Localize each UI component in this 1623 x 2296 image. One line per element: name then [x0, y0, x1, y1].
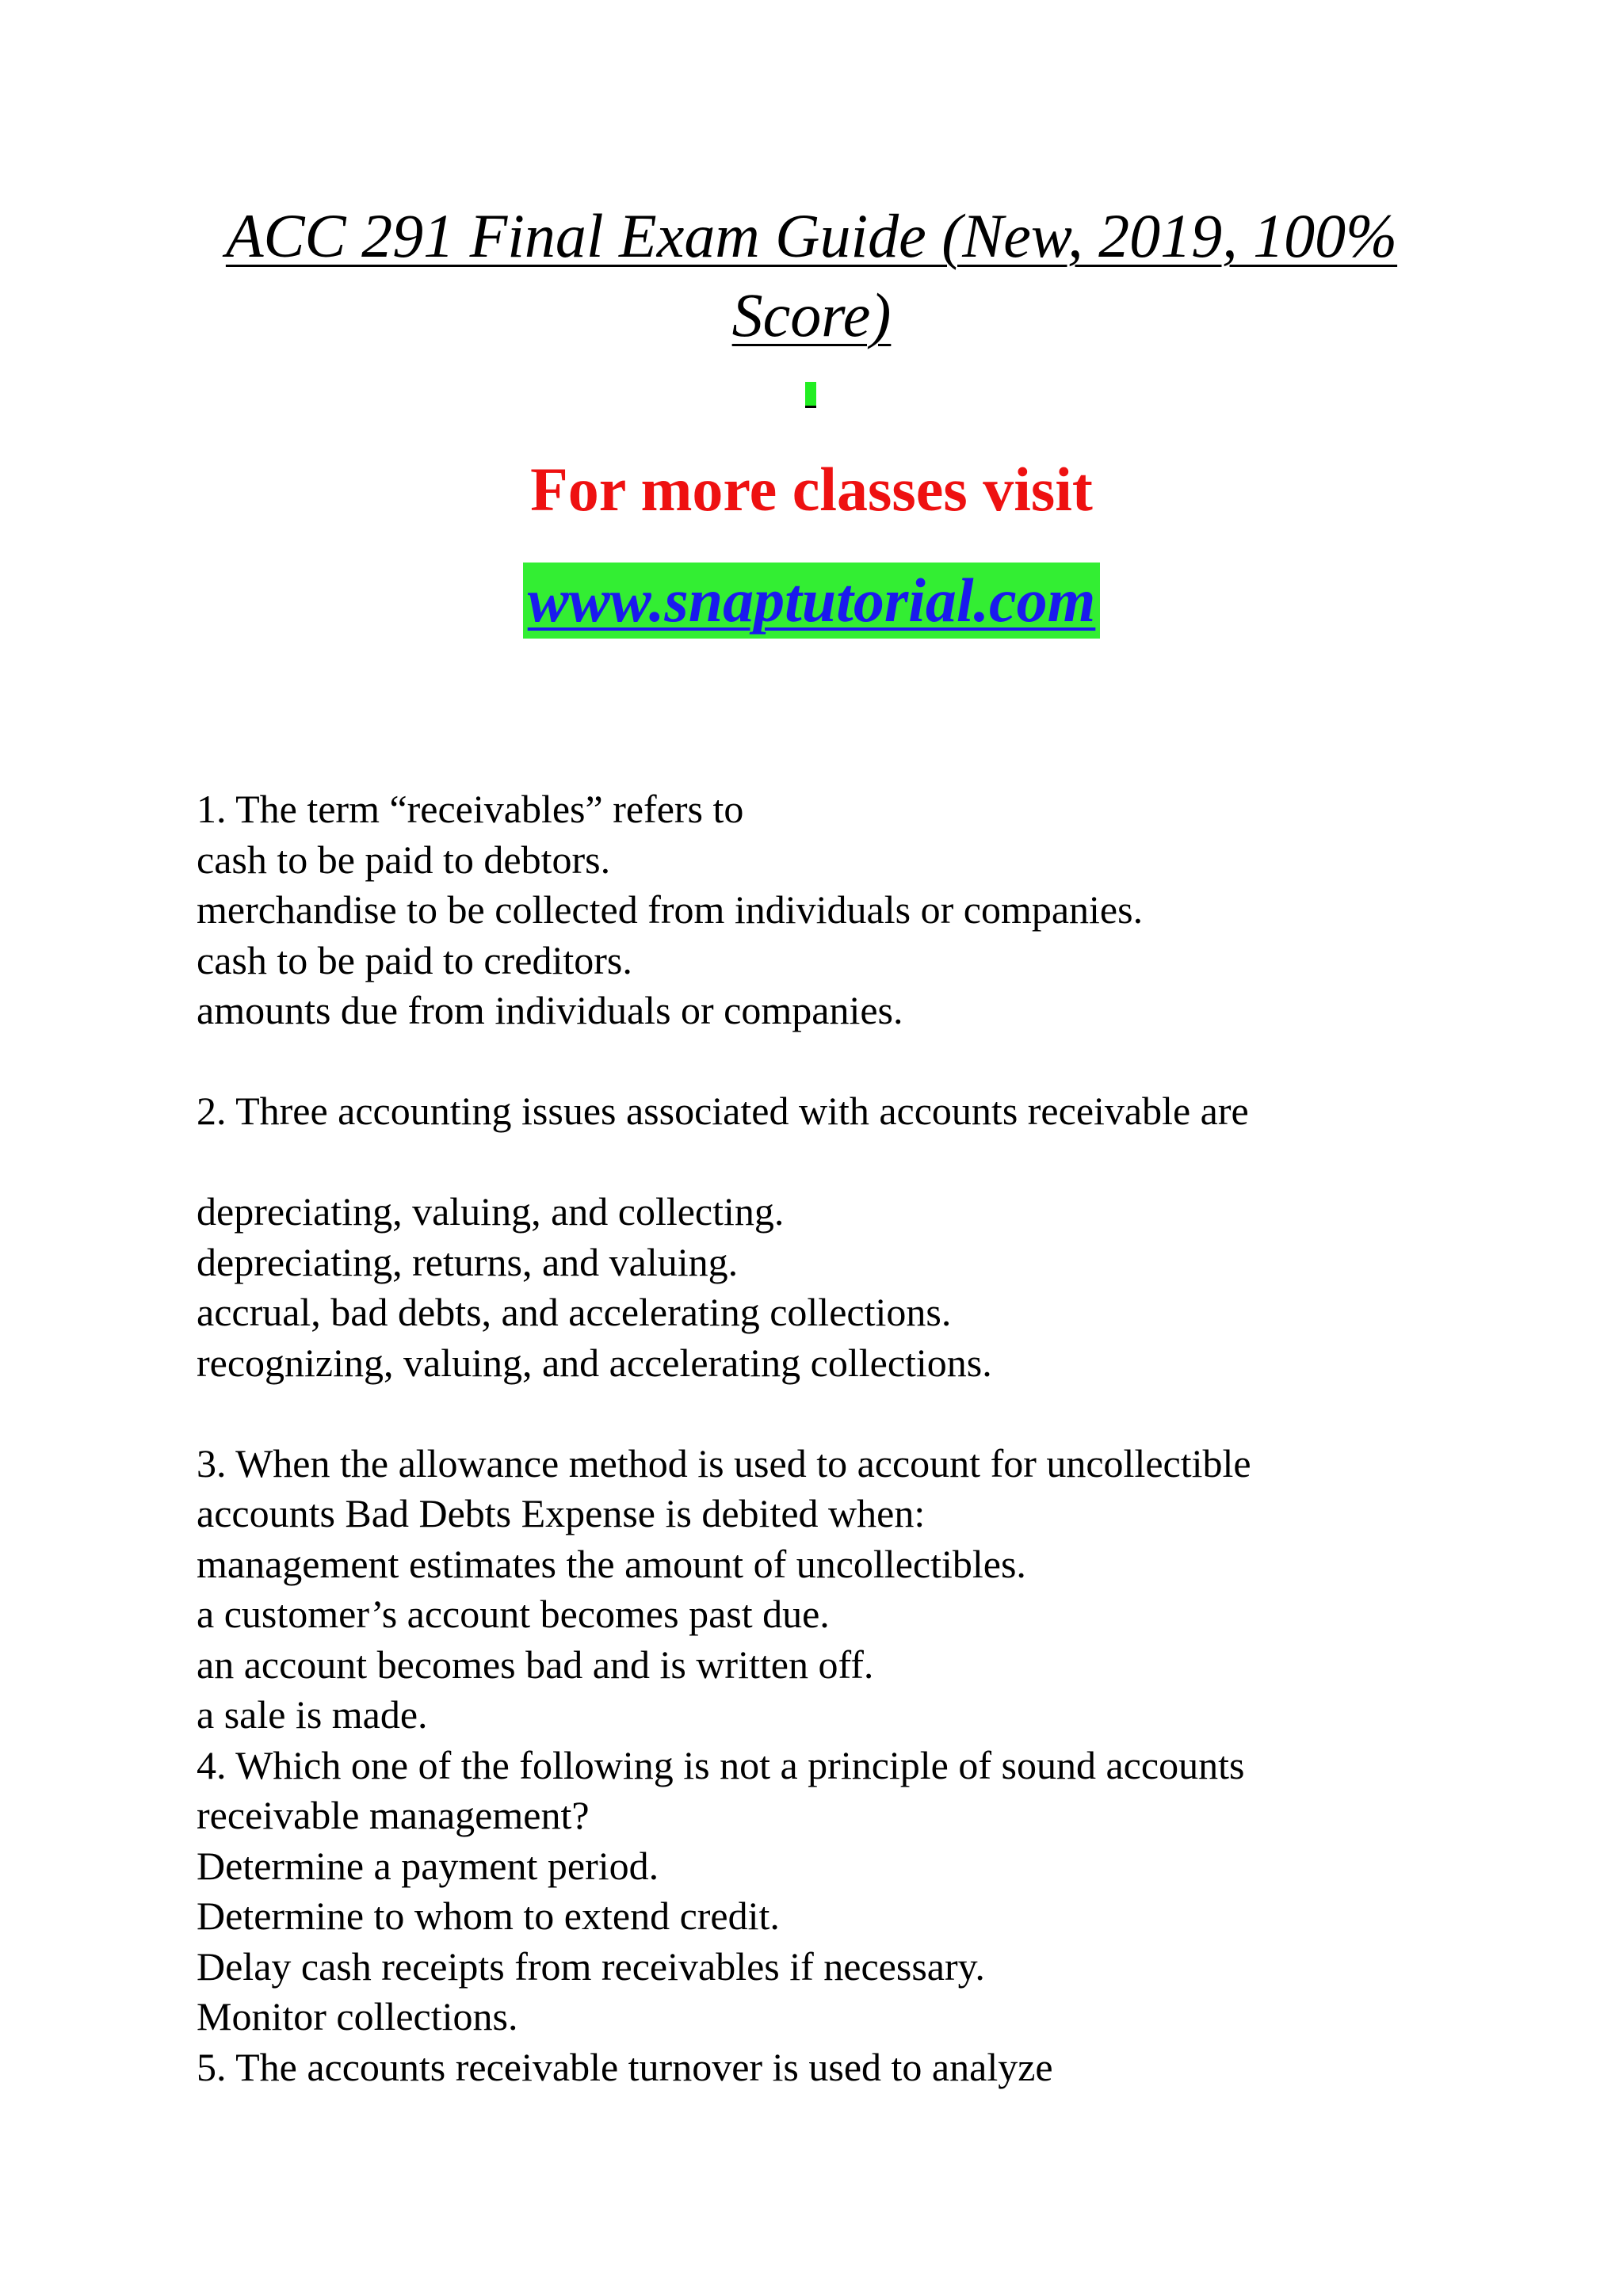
text-line: 1. The term “receivables” refers to — [197, 787, 744, 831]
text-line: recognizing, valuing, and accelerating collections. — [197, 1340, 992, 1385]
text-line: 5. The accounts receivable turnover is used to analyze — [197, 2044, 1053, 2089]
title-line-1: ACC 291 Final Exam Guide (New, 2019, 100% — [225, 201, 1398, 270]
text-line: merchandise to be collected from individuals or companies. — [197, 887, 1144, 932]
highlight-mark — [805, 382, 816, 408]
text-line: Monitor collections. — [197, 1994, 518, 2039]
text-line: a customer’s account becomes past due. — [197, 1592, 830, 1636]
website-link[interactable]: www.snaptutorial.com — [523, 563, 1101, 639]
text-line: 4. Which one of the following is not a principle of sound accounts — [197, 1742, 1245, 1787]
text-line: an account becomes bad and is written off. — [197, 1642, 874, 1687]
text-line: accounts Bad Debts Expense is debited when: — [197, 1491, 926, 1535]
text-line: accrual, bad debts, and accelerating collections. — [197, 1290, 952, 1334]
text-line: receivable management? — [197, 1793, 590, 1837]
blank-line — [197, 1036, 1465, 1087]
promo-text: For more classes visit — [530, 455, 1093, 524]
link-container — [0, 563, 1623, 639]
text-line: 3. When the allowance method is used to account for uncollectible — [197, 1440, 1251, 1486]
title-line-2: Score) — [731, 280, 892, 349]
text-line: a sale is made. — [197, 1692, 428, 1737]
blank-line — [197, 1388, 1465, 1439]
text-line: cash to be paid to creditors. — [197, 937, 632, 982]
text-line: Delay cash receipts from receivables if necessary. — [197, 1943, 985, 1989]
text-line: amounts due from individuals or companies. — [197, 988, 903, 1032]
text-line: management estimates the amount of uncollectibles. — [197, 1541, 1026, 1586]
blank-line — [197, 1137, 1465, 1188]
text-line: depreciating, valuing, and collecting. — [197, 1189, 785, 1234]
text-line: Determine to whom to extend credit. — [197, 1894, 780, 1938]
text-line: cash to be paid to debtors. — [197, 837, 611, 882]
text-line: Determine a payment period. — [197, 1843, 659, 1888]
text-line: depreciating, returns, and valuing. — [197, 1239, 739, 1284]
document-title — [0, 196, 1623, 355]
question-list — [197, 784, 1465, 2092]
text-line: 2. Three accounting issues associated with accounts receivable are — [197, 1089, 1249, 1133]
